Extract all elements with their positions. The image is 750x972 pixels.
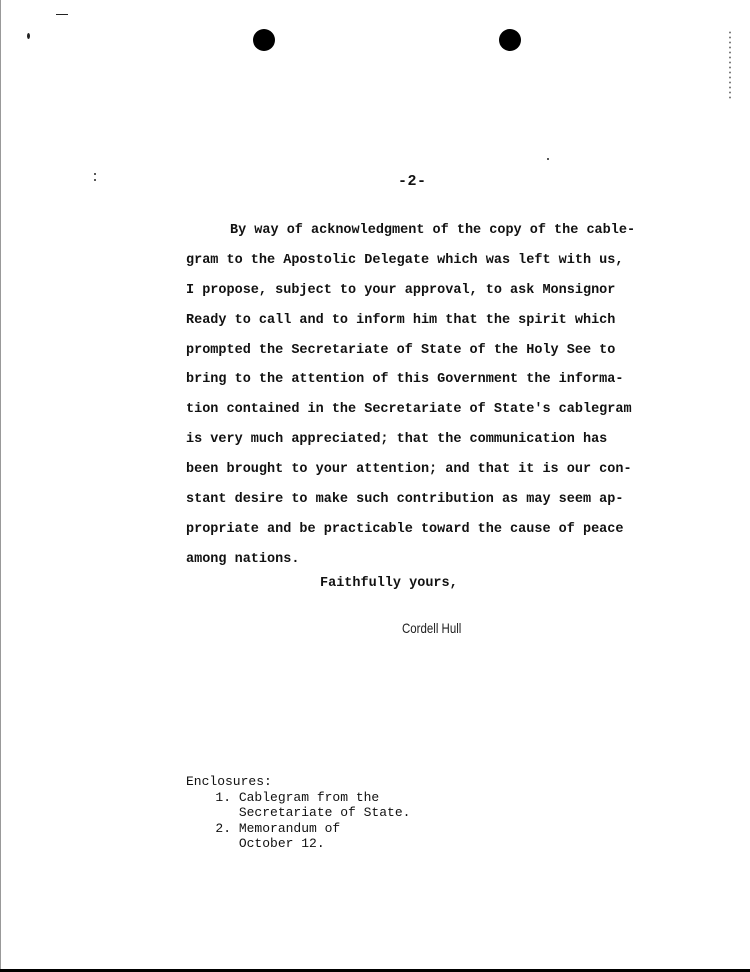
enclosure-text: Secretariate of State. xyxy=(238,805,411,820)
enclosure-text-cont xyxy=(186,836,410,852)
body-line: I propose, subject to your approval, to ask Monsignor xyxy=(186,282,616,298)
body-line: By way of acknowledgment of the copy of the cable- xyxy=(230,223,636,238)
scan-speck xyxy=(27,33,30,39)
body-line: prompted the Secretariate of State of the Holy See to xyxy=(186,342,616,358)
page-left-edge xyxy=(0,0,1,972)
page-number: -2- xyxy=(398,173,427,190)
complimentary-close: Faithfully yours, xyxy=(320,576,458,591)
enclosure-text-cont xyxy=(186,805,410,821)
signature: Cordell Hull xyxy=(402,620,462,636)
enclosure-text: October 12. xyxy=(238,836,325,851)
body-line: been brought to your attention; and that it is our con- xyxy=(186,462,632,478)
enclosure-text: Memorandum of xyxy=(238,820,341,836)
enclosure-number: 1. xyxy=(215,789,231,805)
enclosure-item xyxy=(186,790,410,806)
enclosure-item xyxy=(186,821,410,837)
body-line: Ready to call and to inform him that the spirit which xyxy=(186,312,616,328)
body-line: tion contained in the Secretariate of State's cablegram xyxy=(186,402,632,418)
enclosures-list xyxy=(186,774,410,852)
body-line: stant desire to make such contribution as may seem ap- xyxy=(186,492,624,508)
body-line: gram to the Apostolic Delegate which was left with us, xyxy=(186,252,624,268)
punch-hole-left xyxy=(253,29,275,51)
scan-speck xyxy=(56,14,68,15)
scan-speck xyxy=(94,173,96,175)
body-line: bring to the attention of this Government the informa- xyxy=(186,372,624,388)
punch-hole-right xyxy=(499,29,521,51)
body-line: is very much appreciated; that the communication has xyxy=(186,432,608,448)
letter-body xyxy=(186,216,686,575)
scan-speck xyxy=(547,158,549,160)
scan-edge-noise xyxy=(728,30,732,100)
body-line: propriate and be practicable toward the cause of peace xyxy=(186,521,624,537)
enclosure-text: Cablegram from the xyxy=(238,789,380,805)
enclosures-title: Enclosures: xyxy=(186,774,272,789)
body-line: among nations. xyxy=(186,551,300,567)
scan-speck xyxy=(94,179,96,181)
enclosure-number: 2. xyxy=(215,820,231,836)
